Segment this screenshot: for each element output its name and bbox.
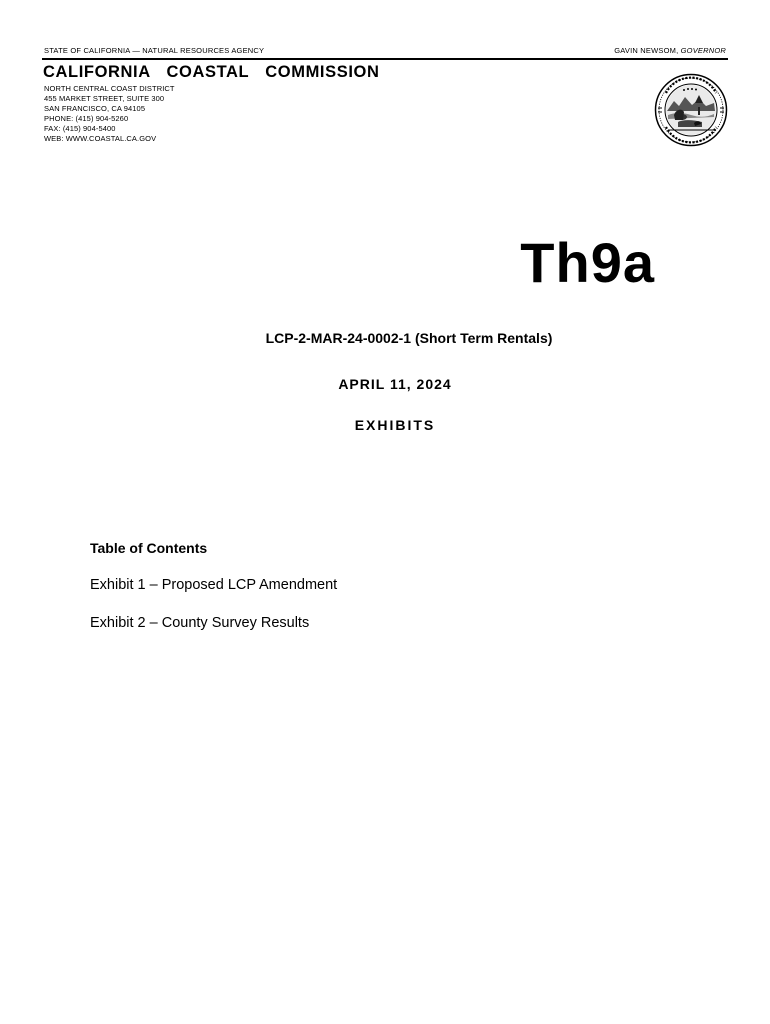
governor-line xyxy=(614,46,726,55)
fax-number: FAX: (415) 904-5400 xyxy=(44,124,116,133)
toc-list xyxy=(90,576,337,652)
district-name: NORTH CENTRAL COAST DISTRICT xyxy=(44,84,175,93)
exhibits-heading: EXHIBITS xyxy=(354,417,436,433)
toc-title: Table of Contents xyxy=(90,540,208,556)
california-seal-icon xyxy=(654,73,728,147)
header-rule xyxy=(42,58,728,60)
address-block xyxy=(44,84,175,144)
governor-title: GOVERNOR xyxy=(680,46,726,55)
street-address: 455 MARKET STREET, SUITE 300 xyxy=(44,94,165,103)
toc-item-exhibit-2: Exhibit 2 – County Survey Results xyxy=(90,615,310,631)
commission-name: CALIFORNIA COASTAL COMMISSION xyxy=(43,63,380,81)
lcp-number: LCP-2-MAR-24-0002-1 (Short Term Rentals) xyxy=(265,330,553,346)
city-address: SAN FRANCISCO, CA 94105 xyxy=(44,104,146,113)
agenda-item-id: Th9a xyxy=(520,231,655,294)
toc-item-exhibit-1: Exhibit 1 – Proposed LCP Amendment xyxy=(90,577,338,593)
governor-name: GAVIN NEWSOM, xyxy=(614,46,681,55)
phone-number: PHONE: (415) 904-5260 xyxy=(44,114,129,123)
web-address: WEB: WWW.COASTAL.CA.GOV xyxy=(44,134,157,143)
agency-line: STATE OF CALIFORNIA — NATURAL RESOURCES AGENCY xyxy=(44,46,265,55)
hearing-date: APRIL 11, 2024 xyxy=(338,376,452,392)
